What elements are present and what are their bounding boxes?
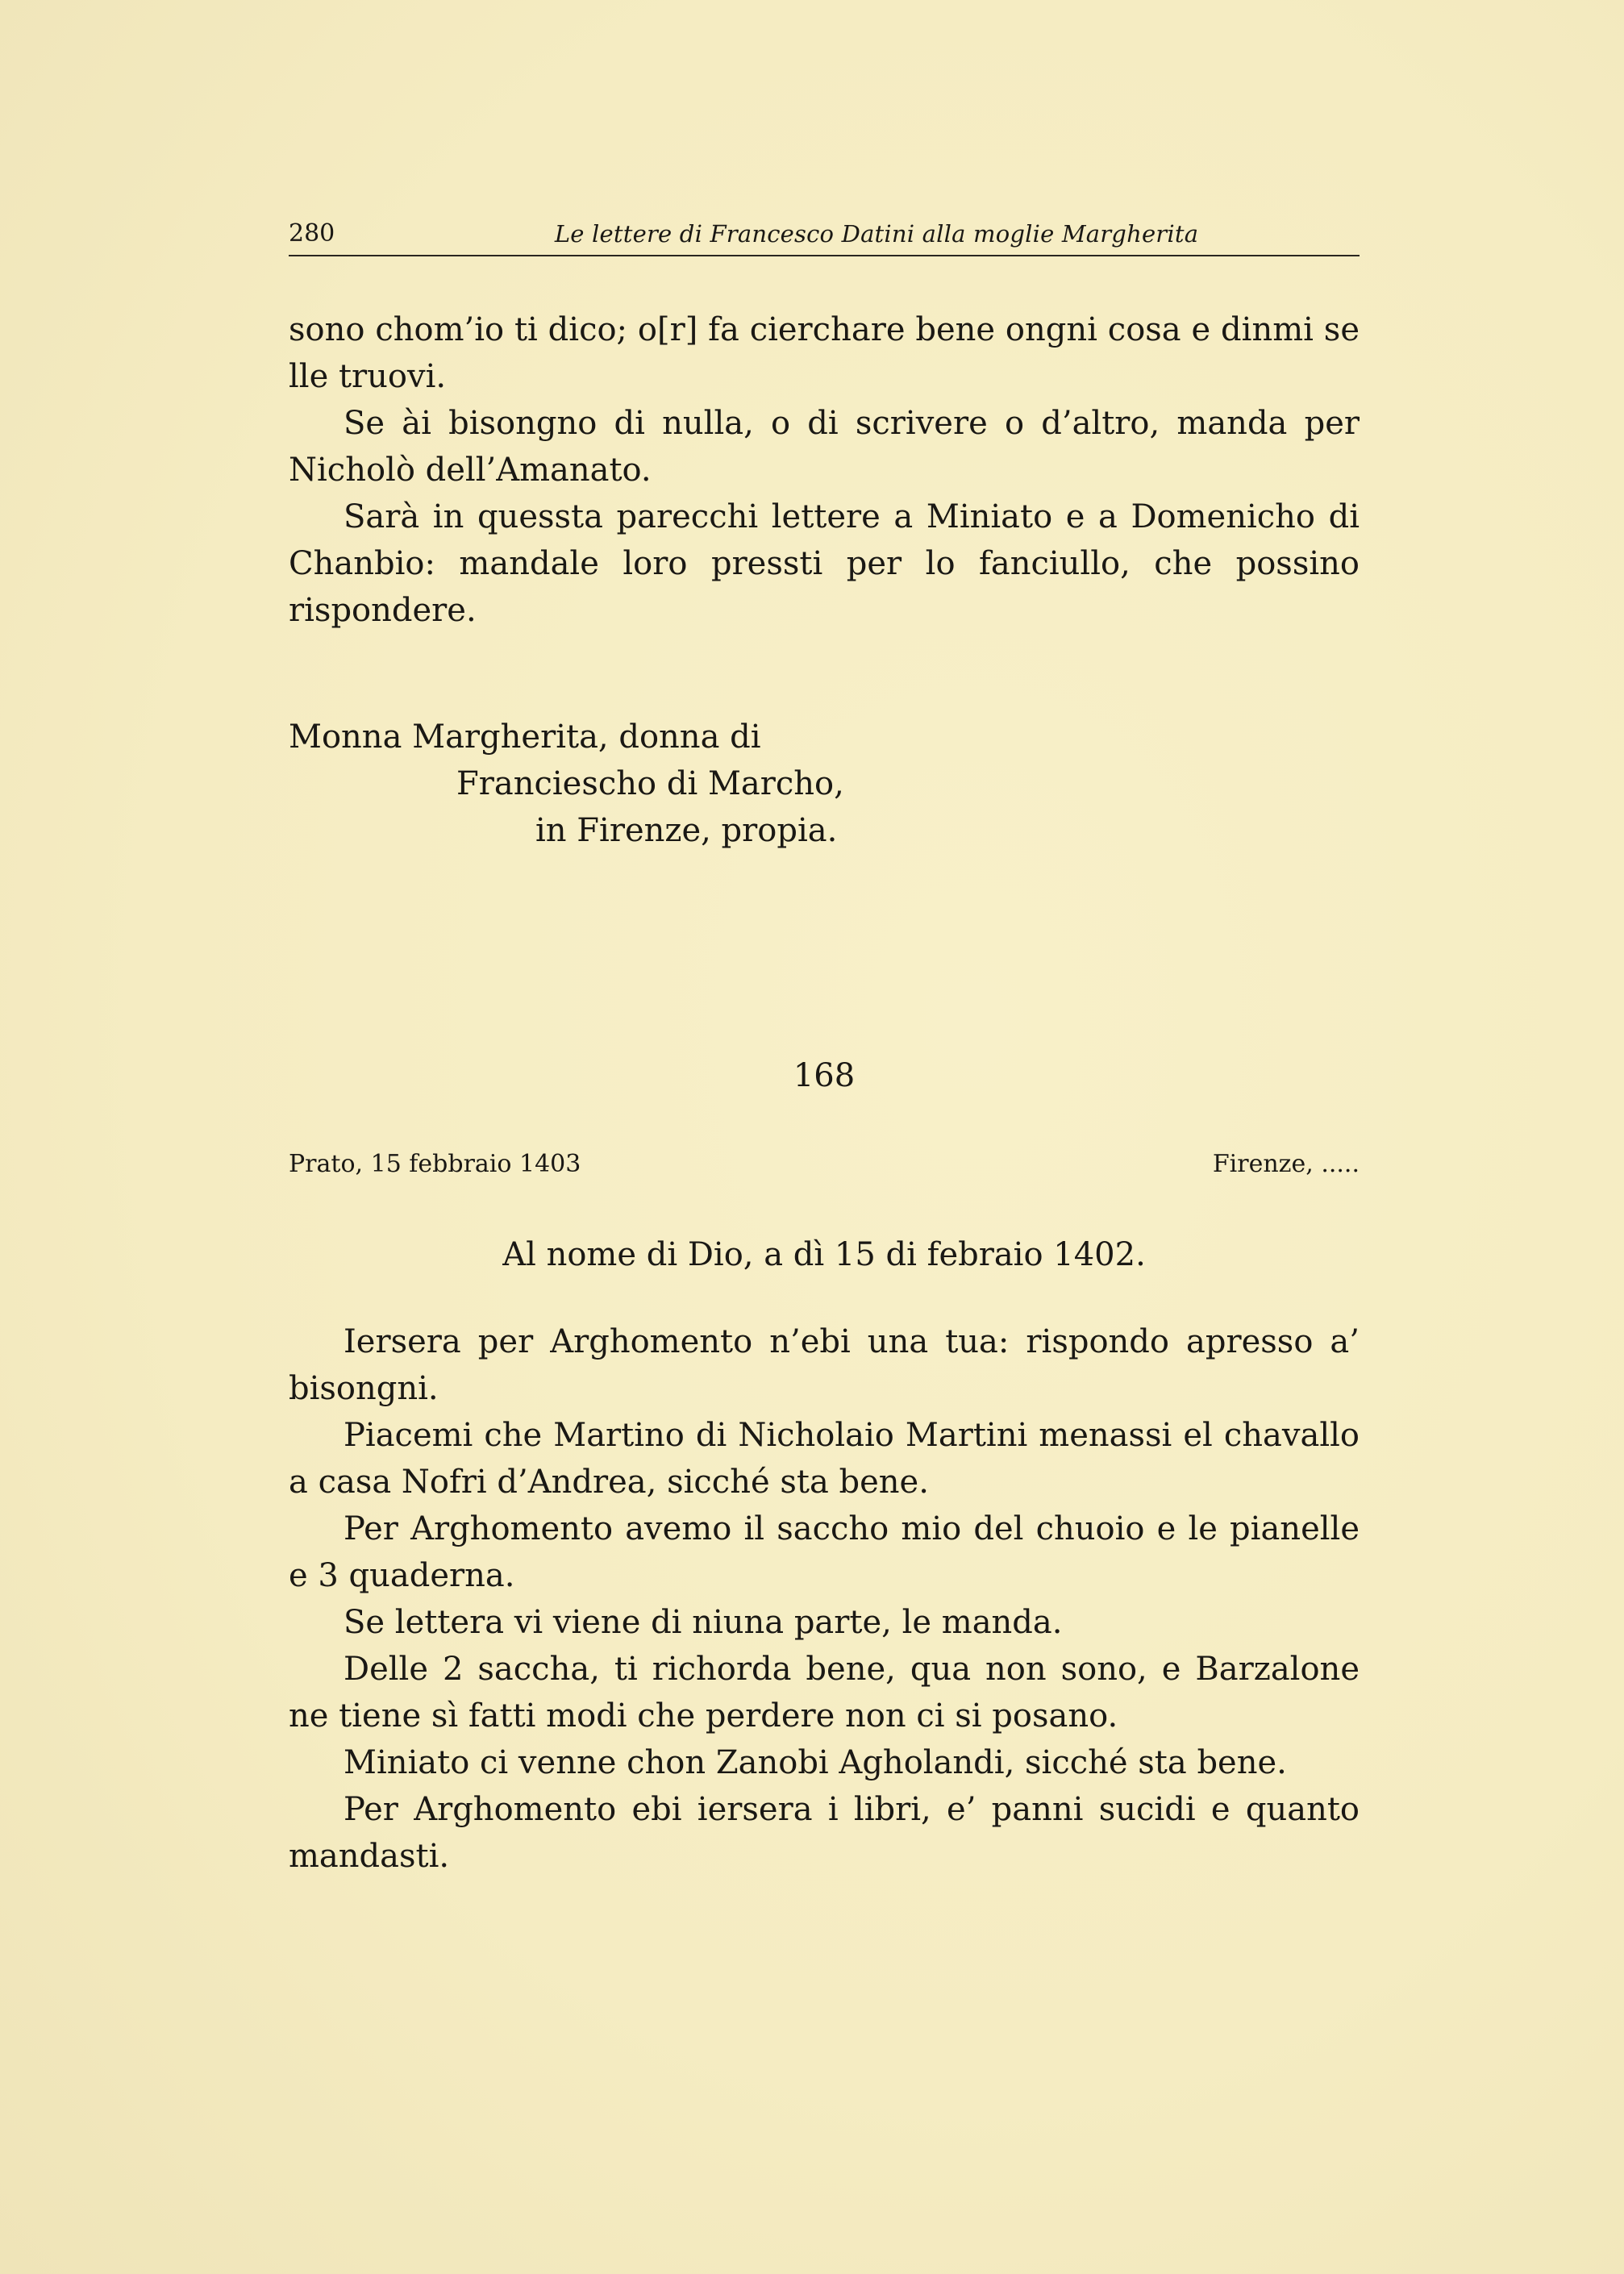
- running-title: Le lettere di Francesco Datini alla moglie Margherita: [554, 220, 1199, 248]
- letter-167-ending: [289, 306, 1360, 634]
- paragraph: sono chom’io ti dico; o[r] fa cierchare bene ongni cosa e dinmi se lle truovi.: [289, 311, 1360, 395]
- page-number: 280: [289, 219, 335, 248]
- paragraph: Delle 2 saccha, ti richorda bene, qua non sono, e Barzalone ne tiene sì fatti modi che perdere non ci si posano.: [289, 1651, 1360, 1735]
- letter-address: [289, 714, 844, 854]
- paragraph: Miniato ci venne chon Zanobi Agholandi, sicché sta bene.: [344, 1744, 1287, 1781]
- address-line: Franciescho di Marcho,: [456, 765, 844, 802]
- letter-dateline: [289, 1147, 1360, 1182]
- address-line: in Firenze, propia.: [535, 812, 838, 849]
- letter-salutation: Al nome di Dio, a dì 15 di febraio 1402.: [502, 1236, 1146, 1273]
- paragraph: Iersera per Arghomento n’ebi una tua: rispondo apresso a’ bisongni.: [289, 1323, 1360, 1407]
- paragraph: Per Arghomento ebi iersera i libri, e’ panni sucidi e quanto mandasti.: [289, 1791, 1360, 1875]
- page-header: [289, 218, 1360, 256]
- paragraph: Piacemi che Martino di Nicholaio Martini menassi el chavallo a casa Nofri d’Andrea, sicché sta bene.: [289, 1417, 1360, 1501]
- letter-number: 168: [793, 1057, 856, 1094]
- address-line: Monna Margherita, donna di: [289, 718, 761, 756]
- letter-168-body: [289, 1318, 1360, 1880]
- paragraph: Se ài bisongno di nulla, o di scrivere o d’altro, manda per Nicholò dell’Amanato.: [289, 405, 1360, 489]
- paragraph: Sarà in quessta parecchi lettere a Miniato e a Domenicho di Chanbio: mandale loro pressti per lo fanciullo, che possino rispondere.: [289, 498, 1360, 629]
- paragraph: Per Arghomento avemo il saccho mio del chuoio e le pianelle e 3 quaderna.: [289, 1510, 1360, 1594]
- letter-destination: Firenze, .....: [1212, 1150, 1360, 1178]
- letter-origin: Prato, 15 febbraio 1403: [289, 1150, 581, 1178]
- paragraph: Se lettera vi viene di niuna parte, le manda.: [344, 1604, 1063, 1641]
